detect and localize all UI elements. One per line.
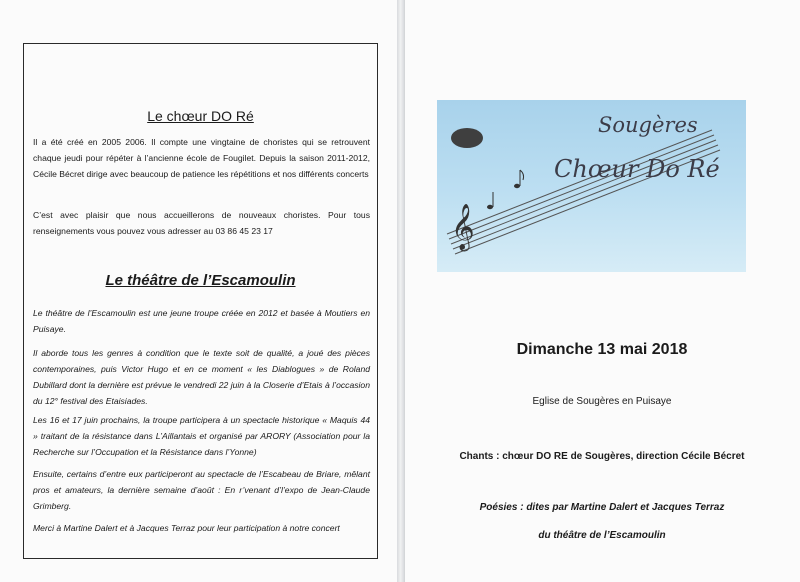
theatre-heading: Le théâtre de l’Escamoulin xyxy=(105,272,296,289)
theatre-paragraph-2: Il aborde tous les genres à condition que le texte soit de qualité, a joué des pièces contemporaines, puis Victor Hugo et en ce moment « les Diablogues » de Roland Dubillard dont la dernière est prévue le vendredi 22 juin à la Closerie d’Etais à l’occasion du 12° festival des Etaisiades. xyxy=(33,348,370,406)
treble-clef-icon: 𝄞 xyxy=(451,204,475,250)
page-fold xyxy=(397,0,404,582)
banner-title-choeur: Chœur Do Ré xyxy=(554,155,720,183)
theatre-paragraph-5: Merci à Martine Dalert et à Jacques Terraz pour leur participation à notre concert xyxy=(33,523,340,533)
troupe-credit: du théâtre de l’Escamoulin xyxy=(538,530,666,541)
concert-location: Eglise de Sougères en Puisaye xyxy=(532,396,672,407)
staff-lines-icon xyxy=(447,130,720,254)
concert-date: Dimanche 13 mai 2018 xyxy=(516,341,688,358)
theatre-paragraph-1: Le théâtre de l’Escamoulin est une jeune troupe créée en 2012 et basée à Moutiers en Puisaye. xyxy=(33,308,370,334)
eighth-notes-icon xyxy=(487,170,524,209)
theatre-paragraph-4: Ensuite, certains d’entre eux participeront au spectacle de l’Escabeau de Briare, mêlant pros et amateurs, la dernière semaine d’août : En r’venant d’l’expo de Jean-Claude Grimberg. xyxy=(33,469,370,511)
poesies-credit: Poésies : dites par Martine Dalert et Jacques Terraz xyxy=(479,502,725,513)
note-head-icon xyxy=(451,128,483,148)
choir-banner xyxy=(437,100,746,272)
choeur-heading: Le chœur DO Ré xyxy=(147,108,254,124)
banner-title-sougeres: Sougères xyxy=(598,113,698,137)
choeur-paragraph-1: Il a été créé en 2005 2006. Il compte une vingtaine de choristes qui se retrouvent chaque jeudi pour répéter à l’ancienne école de Fougilet. Depuis la saison 2011-2012, Cécile Bécret dirige avec beaucoup de patience les répétitions et nos différents concerts xyxy=(33,137,370,179)
right-page xyxy=(404,0,800,582)
choeur-paragraph-2: C’est avec plaisir que nous accueillerons de nouveaux choristes. Pour tous renseignements vous pouvez vous adresser au 03 86 45 23 17 xyxy=(33,210,370,236)
chants-credit: Chants : chœur DO RE de Sougères, direction Cécile Bécret xyxy=(459,451,745,462)
music-notes-illustration xyxy=(437,100,746,272)
theatre-paragraph-3: Les 16 et 17 juin prochains, la troupe participera à un spectacle historique « Maquis 44 » traitant de la résistance dans L’Aillantais et organisé par ARORY (Association pour la Recherche sur l’Occupation et la Résistance dans l’Yonne) xyxy=(33,415,370,457)
